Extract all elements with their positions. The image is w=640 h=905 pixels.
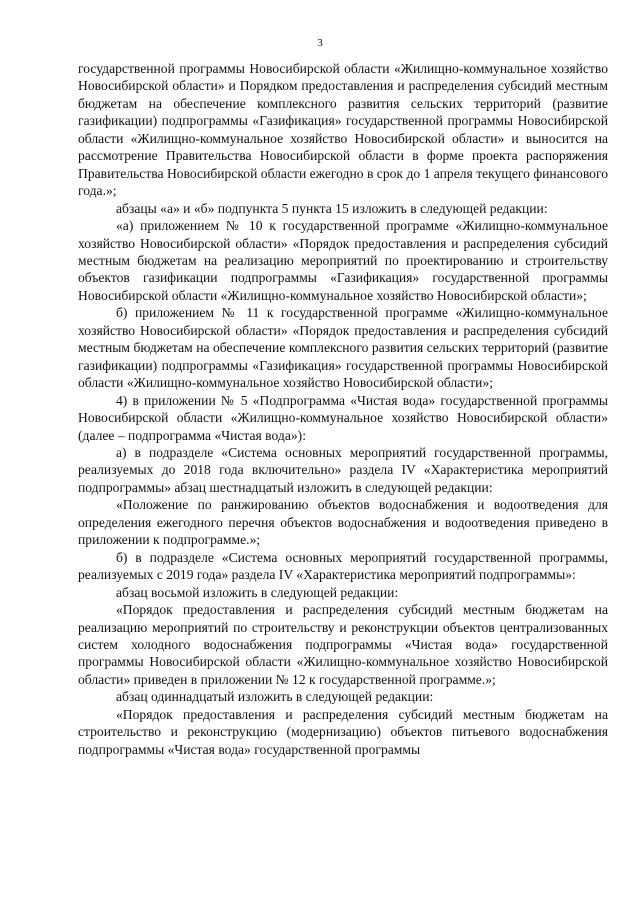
paragraph: «Порядок предоставления и распределения субсидий местным бюджетам на реализацию мероприятий по строительству и реконструкции объектов централизованных систем холодного водоснабжения подпрограммы «Чистая вода» государственной программы Новосибирской области «Жилищно-коммунальное хозяйство Новосибирской области» приведен в приложении № 12 к государственной программе.»; (78, 602, 608, 687)
page-number: 3 (317, 37, 323, 49)
document-body (78, 60, 608, 758)
paragraph: б) в подразделе «Система основных мероприятий государственной программы, реализуемых с 2019 года» раздела IV «Характеристика мероприятий подпрограммы»: (78, 549, 608, 583)
paragraph: абзацы «а» и «б» подпункта 5 пункта 15 изложить в следующей редакции: (116, 200, 548, 216)
paragraph: «Порядок предоставления и распределения субсидий местным бюджетам на строительство и реконструкцию (модернизацию) объектов питьевого водоснабжения подпрограммы «Чистая вода» государственной программы (78, 706, 608, 757)
paragraph: абзац одиннадцатый изложить в следующей редакции: (116, 689, 434, 705)
paragraph: б) приложением № 11 к государственной программе «Жилищно-коммунальное хозяйство Новосибирской области» «Порядок предоставления и распределения субсидий местным бюджетам на обеспечение комплексного развития сельских территорий (развитие газификации) подпрограммы «Газификация» государственной программы Новосибирской области «Жилищно-коммунальное хозяйство Новосибирской области»; (78, 305, 608, 391)
paragraph: «Положение по ранжированию объектов водоснабжения и водоотведения для определения ежегодного перечня объектов водоснабжения и водоотведения приведено в приложении к подпрограмме.»; (78, 497, 608, 548)
paragraph: абзац восьмой изложить в следующей редакции: (116, 584, 399, 600)
paragraph-continuation: государственной программы Новосибирской области «Жилищно-коммунальное хозяйство Новосибирской области» и Порядком предоставления и распределения субсидий местным бюджетам на обеспечение комплексного развития сельских территорий (развитие газификации) подпрограммы «Газификация» государственной программы Новосибирской области «Жилищно-коммунальное хозяйство Новосибирской области» и выносится на рассмотрение Правительства Новосибирской области в форме проекта распоряжения Правительства Новосибирской области ежегодно в срок до 1 апреля текущего финансового года.»; (78, 61, 608, 199)
paragraph: а) в подразделе «Система основных мероприятий государственной программы, реализуемых до 2018 года включительно» раздела IV «Характеристика мероприятий подпрограммы» абзац шестнадцатый изложить в следующей редакции: (78, 444, 608, 495)
paragraph: «а) приложением № 10 к государственной программе «Жилищно-коммунальное хозяйство Новосибирской области» «Порядок предоставления и распределения субсидий местным бюджетам на реализацию мероприятий по проектированию и строительству объектов газификации подпрограммы «Газификация» государственной программы Новосибирской области «Жилищно-коммунальное хозяйство Новосибирской области»; (78, 218, 608, 303)
paragraph: 4) в приложении № 5 «Подпрограмма «Чистая вода» государственной программы Новосибирской области «Жилищно-коммунальное хозяйство Новосибирской области» (далее – подпрограмма «Чистая вода»): (78, 392, 608, 443)
